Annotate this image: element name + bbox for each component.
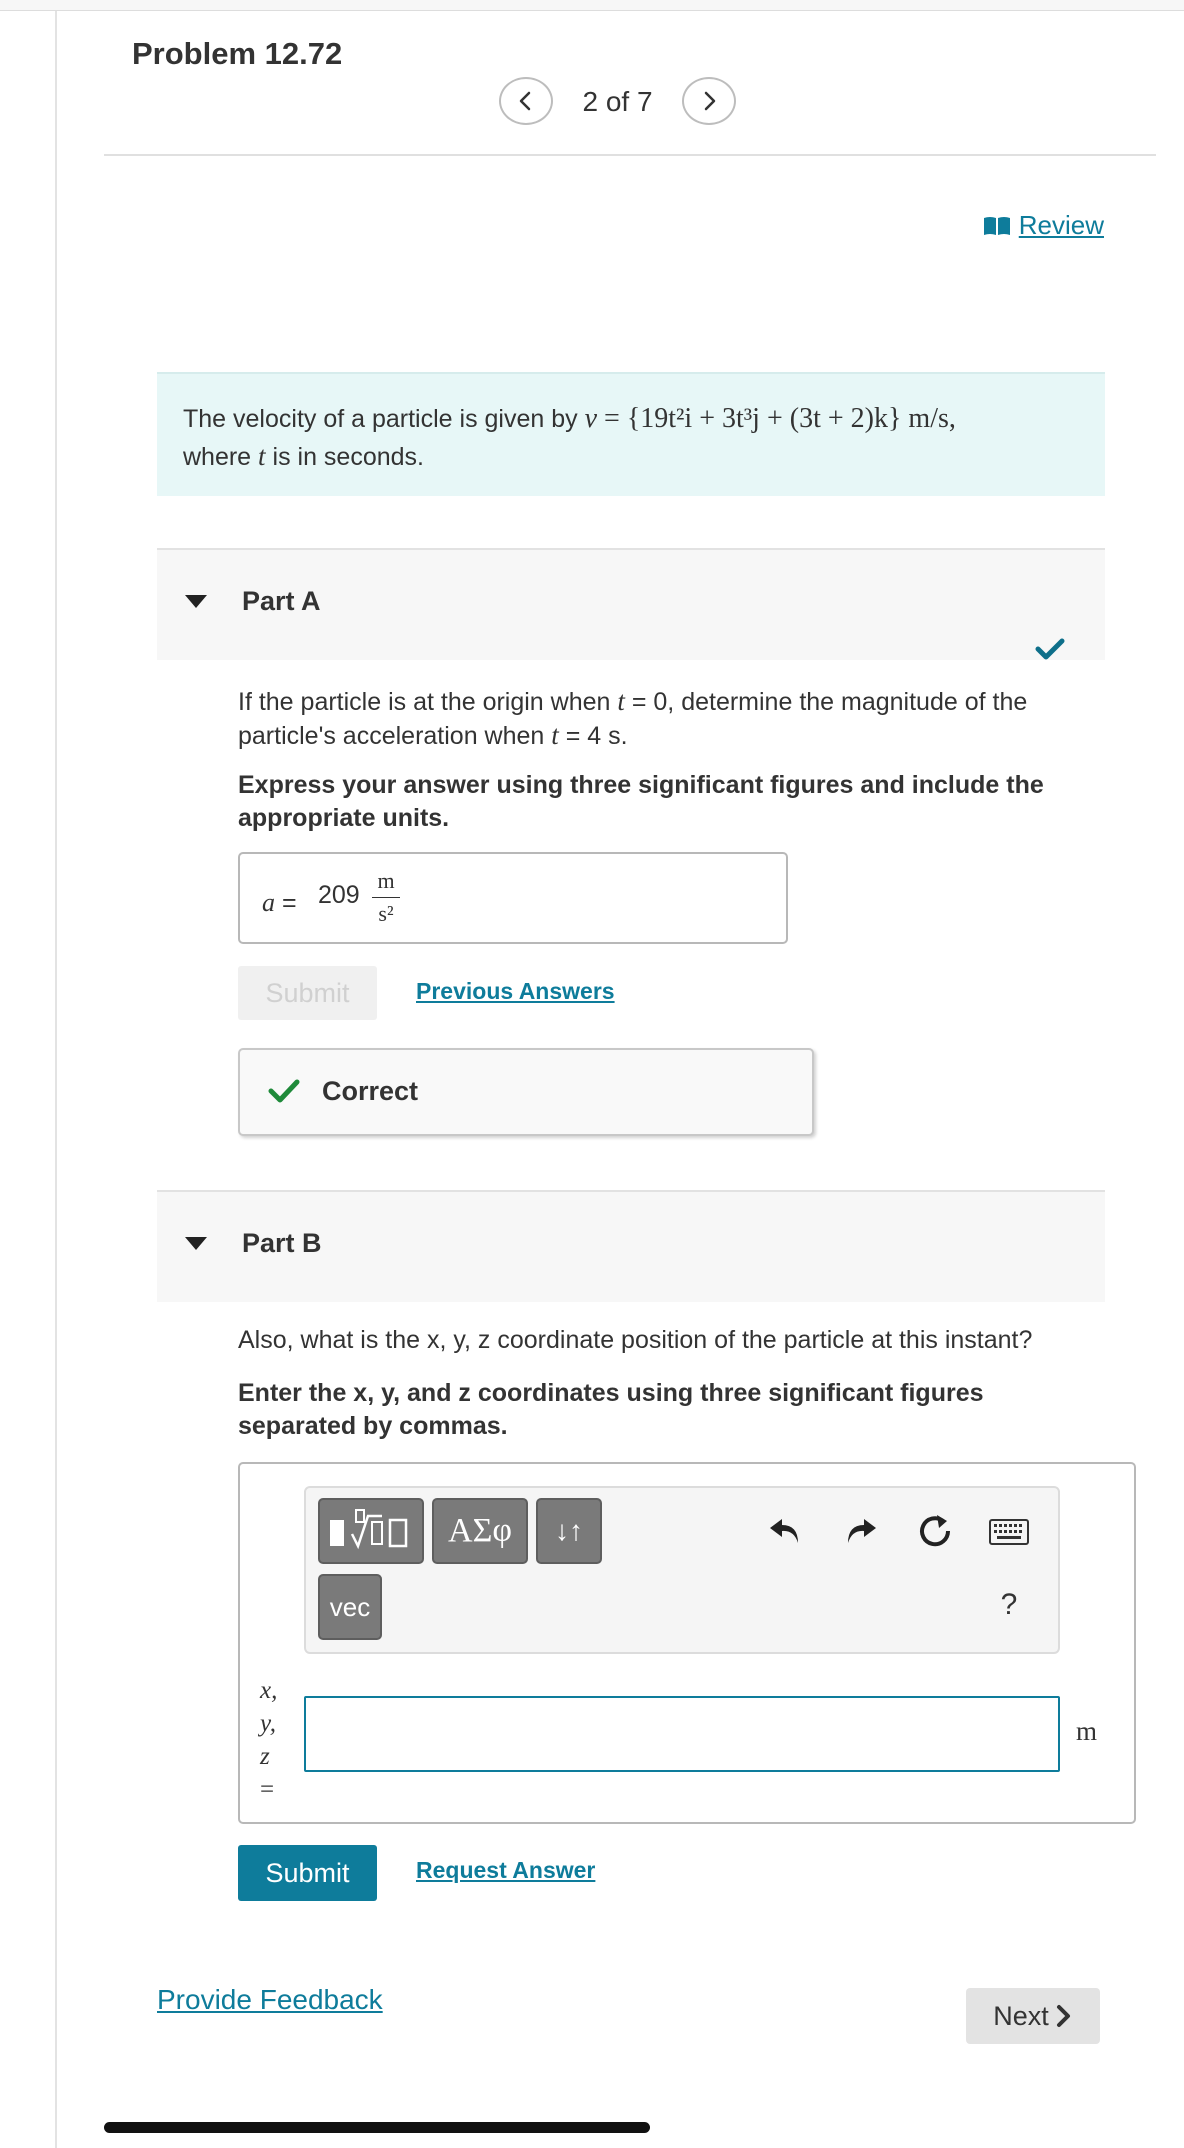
chevron-right-icon xyxy=(699,90,719,112)
vector-button[interactable]: vec xyxy=(318,1574,382,1640)
part-a-question-text-3: = 4 s. xyxy=(565,722,628,750)
part-a-question-text-2: = 0, determine the magnitude of the particle's acceleration when xyxy=(238,688,1028,750)
problem-text-seconds: is in seconds. xyxy=(272,443,424,471)
unit-numerator: m xyxy=(377,868,395,893)
review-link[interactable] xyxy=(983,210,1104,241)
part-a-instruction: Express your answer using three significant figures and include the appropriate units. xyxy=(238,771,1044,832)
keyboard-icon[interactable] xyxy=(986,1512,1032,1552)
redo-icon[interactable] xyxy=(838,1508,884,1554)
left-divider xyxy=(55,11,57,2148)
y-label: y, xyxy=(260,1710,276,1737)
answer-label: a = xyxy=(262,888,297,917)
previous-problem-button[interactable] xyxy=(499,77,553,125)
next-button[interactable] xyxy=(966,1988,1100,2044)
undo-icon[interactable] xyxy=(762,1508,808,1554)
correct-feedback xyxy=(238,1048,814,1136)
part-b-header[interactable] xyxy=(157,1190,1105,1302)
checkmark-icon xyxy=(1035,638,1065,660)
part-b-instruction: Enter the x, y, and z coordinates using three significant figures separated by commas. xyxy=(238,1379,984,1440)
page-title: Problem 12.72 xyxy=(132,36,343,71)
book-icon xyxy=(983,215,1011,237)
request-answer-link[interactable]: Request Answer xyxy=(416,1857,596,1883)
top-border xyxy=(0,0,1184,11)
part-a-question-text-1: If the particle is at the origin when xyxy=(238,688,611,716)
coordinates-label xyxy=(260,1674,300,1806)
chevron-right-icon xyxy=(1055,2004,1073,2028)
problem-statement xyxy=(157,372,1105,496)
next-button-label: Next xyxy=(993,2000,1049,2031)
part-b-label: Part B xyxy=(242,1228,322,1258)
z-label: z xyxy=(260,1743,270,1770)
math-toolbar xyxy=(304,1486,1060,1654)
reset-icon[interactable] xyxy=(912,1508,958,1554)
part-a-t-symbol-2: t xyxy=(551,720,559,750)
templates-icon xyxy=(328,1508,414,1554)
velocity-formula: = {19t²i + 3t³j + (3t + 2)k} m/s, xyxy=(597,403,956,434)
problem-pager: 2 of 7 xyxy=(582,86,653,117)
review-link-label: Review xyxy=(1018,210,1104,240)
time-symbol: t xyxy=(258,441,266,471)
answer-value: 209 xyxy=(318,881,360,909)
problem-text-where: where xyxy=(183,443,252,471)
header-divider xyxy=(104,154,1156,156)
part-a-header[interactable] xyxy=(157,548,1105,660)
correct-label: Correct xyxy=(322,1076,419,1106)
part-b-answer-panel xyxy=(238,1462,1136,1824)
part-a-label: Part A xyxy=(242,586,321,616)
part-a-question xyxy=(238,685,1098,753)
next-problem-button[interactable] xyxy=(682,77,736,125)
templates-button[interactable] xyxy=(318,1498,424,1564)
part-b-question: Also, what is the x, y, z coordinate position of the particle at this instant? xyxy=(238,1326,1033,1354)
x-label: x, xyxy=(260,1677,278,1704)
equals-label: = xyxy=(260,1776,275,1803)
answer-unit xyxy=(372,868,400,927)
part-a-answer-field xyxy=(238,852,788,944)
coordinates-unit: m xyxy=(1076,1716,1098,1746)
velocity-symbol: v xyxy=(584,403,598,434)
problem-text-before: The velocity of a particle is given by xyxy=(183,405,578,433)
part-a-t-symbol: t xyxy=(617,686,625,716)
help-icon[interactable]: ? xyxy=(1000,1588,1018,1621)
part-a-submit-button[interactable]: Submit xyxy=(238,966,377,1020)
provide-feedback-link[interactable]: Provide Feedback xyxy=(157,1984,383,2015)
greek-symbols-button[interactable]: ΑΣφ xyxy=(432,1498,528,1564)
chevron-left-icon xyxy=(516,90,536,112)
collapse-triangle-icon[interactable] xyxy=(185,595,207,608)
part-b-submit-button[interactable]: Submit xyxy=(238,1845,377,1901)
coordinates-input[interactable] xyxy=(304,1696,1060,1772)
arrows-button[interactable]: ↓↑ xyxy=(536,1498,602,1564)
previous-answers-link[interactable]: Previous Answers xyxy=(416,978,615,1004)
scrollbar[interactable] xyxy=(104,2122,650,2133)
correct-checkmark-icon xyxy=(268,1078,300,1104)
collapse-triangle-icon[interactable] xyxy=(185,1237,207,1250)
unit-denominator: s² xyxy=(378,901,394,926)
